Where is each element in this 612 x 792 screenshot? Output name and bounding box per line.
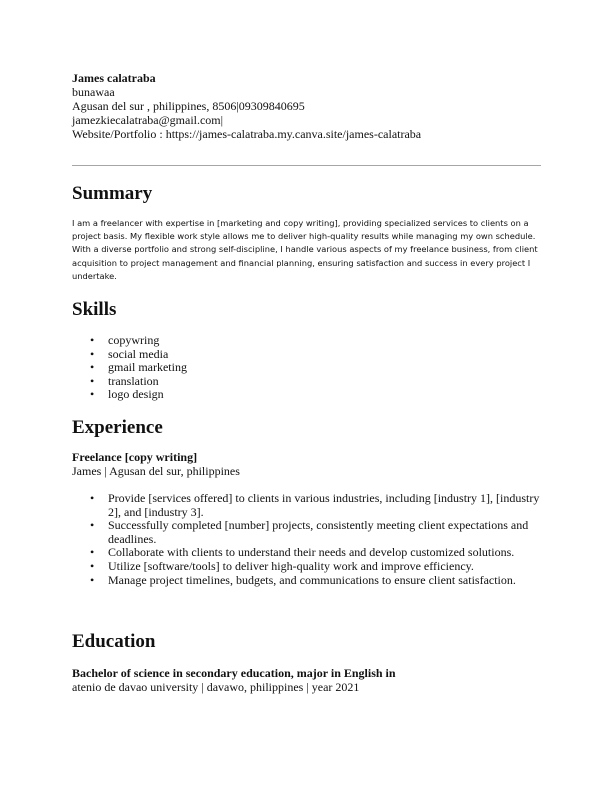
experience-role: Freelance [copy writing] <box>72 450 198 464</box>
contact-header <box>72 71 542 141</box>
candidate-name: James calatraba <box>72 71 156 85</box>
header-line-2: bunawaa <box>72 85 115 99</box>
experience-bullet: • Utilize [software/tools] to deliver high-quality work and improve efficiency. <box>90 560 542 574</box>
skill-item: • gmail marketing <box>90 361 290 375</box>
header-divider <box>72 165 541 166</box>
skill-item: • logo design <box>90 388 290 402</box>
experience-meta: James | Agusan del sur, philippines <box>72 464 240 478</box>
skill-item: • copywring <box>90 334 290 348</box>
address-phone: Agusan del sur , philippines, 8506|09309840695 <box>72 99 305 113</box>
summary-text: I am a freelancer with expertise in [marketing and copy writing], providing specialized services to clients on a project basis. My flexible work style allows me to deliver high-quality results while managing my own schedule. With a diverse portfolio and strong self-discipline, I handle various aspects of my freelance business, from client acquisition to project management and financial planning, ensuring satisfaction and success in every project I undertake. <box>72 218 538 281</box>
education-degree: Bachelor of science in secondary education, major in English in <box>72 666 396 680</box>
education-meta: atenio de davao university | davawo, philippines | year 2021 <box>72 680 360 694</box>
experience-heading: Experience <box>72 417 163 438</box>
website-link[interactable]: Website/Portfolio : https://james-calatraba.my.canva.site/james-calatraba <box>72 127 422 141</box>
skills-list <box>90 334 290 402</box>
email: jamezkiecalatraba@gmail.com| <box>72 113 224 127</box>
skills-heading: Skills <box>72 299 117 320</box>
experience-bullet: • Provide [services offered] to clients in various industries, including [industry 1], [industry 2], and [industry 3]. <box>90 492 542 519</box>
skill-item: • translation <box>90 375 290 389</box>
experience-bullet: • Collaborate with clients to understand their needs and develop customized solutions. <box>90 546 542 560</box>
experience-bullets <box>90 492 542 587</box>
experience-bullet: • Successfully completed [number] projects, consistently meeting client expectations and deadlines. <box>90 519 542 546</box>
education-heading: Education <box>72 631 156 652</box>
skill-item: • social media <box>90 348 290 362</box>
experience-bullet: • Manage project timelines, budgets, and communications to ensure client satisfaction. <box>90 574 542 588</box>
summary-heading: Summary <box>72 183 153 204</box>
